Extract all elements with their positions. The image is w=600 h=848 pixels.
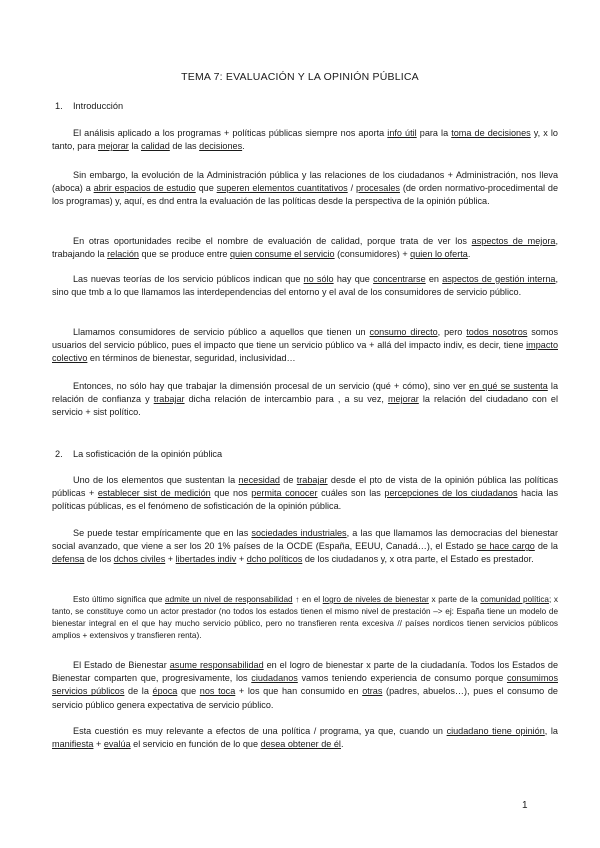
underlined-term: desea obtener de él [260, 739, 341, 750]
underlined-term: consumimos servicios públicos [52, 673, 558, 697]
underlined-term: superen elementos cuantitativos [216, 183, 348, 194]
underlined-term: no sólo [303, 274, 334, 284]
text-run: que [195, 183, 217, 194]
paragraph [52, 474, 558, 514]
text-run: de la [124, 686, 153, 697]
paragraph [52, 235, 558, 261]
section-number: 2. [55, 449, 63, 459]
underlined-term: aspectos de gestión interna [442, 274, 556, 284]
underlined-term: evalúa [103, 739, 131, 750]
text-run: Esta cuestión es muy relevante a efectos de una política / programa, ya que, cuando un [73, 726, 447, 736]
text-run: , sino que tmb a lo que llamamos las interdependencias del entorno y el aval de los consumidores de servicio público. [52, 274, 559, 298]
text-run: Las nuevas teorías de los servicio públicos indican que [73, 274, 304, 284]
section-number: 1. [55, 101, 63, 111]
text-run: + [93, 739, 104, 750]
underlined-term: quien consume el servicio [229, 249, 335, 260]
paragraph [52, 127, 558, 153]
underlined-term: logro de niveles de bienestar [322, 595, 429, 604]
text-run: , pero [437, 327, 467, 337]
text-run: cuáles son las [317, 488, 385, 499]
underlined-term: ciudadano tiene opinión [446, 726, 545, 736]
section-label: Introducción [73, 101, 124, 111]
text-run: la relación del ciudadano con el servicio + sist político. [52, 394, 558, 418]
paragraph [52, 169, 558, 209]
text-run: desde el pto de vista de la opinión pública las políticas públicas + [52, 475, 558, 499]
underlined-term: todos nosotros [466, 327, 528, 337]
text-run: vamos teniendo experiencia de consumo porque [297, 673, 507, 684]
underlined-term: mejorar [98, 141, 129, 152]
text-run: Esto último significa que [73, 595, 166, 604]
text-run: , a las que llamamos las democracias del bienestar social avanzado, que viene a ser los 20 1% países de la OCDE (España, EEUU, Canadá…), el Estado [52, 528, 558, 552]
underlined-term: info útil [387, 128, 417, 138]
underlined-term: se hace cargo [476, 541, 535, 552]
underlined-term: relación [107, 249, 139, 260]
text-run: . [340, 739, 344, 750]
underlined-term: en qué se sustenta [469, 381, 548, 391]
text-run: En otras oportunidades recibe el nombre de evaluación de calidad, porque trata de ver los [73, 236, 472, 246]
underlined-term: procesales [355, 183, 400, 194]
paragraph [52, 659, 558, 712]
text-run: hay que [333, 274, 374, 284]
underlined-term: nos toca [199, 686, 236, 697]
text-run: ↑ en el [292, 595, 323, 604]
text-run: . [467, 249, 471, 260]
paragraph [52, 527, 558, 567]
text-run: hacia las políticas públicas, es el fenómeno de sofisticación de la opinión pública. [52, 488, 559, 512]
underlined-term: quien lo oferta [410, 249, 468, 260]
text-run: Sin embargo, la evolución de la Administración pública y las relaciones de los ciudadanos + Administración, nos lleva (aboca) a [52, 170, 558, 194]
underlined-term: sociedades industriales [251, 528, 347, 538]
text-run: para la [416, 128, 452, 138]
text-run: somos usuarios del servicio público, pues el impacto que tiene un servicio público va + allá del impacto indiv, es decir, tiene [52, 327, 559, 351]
text-run: de los ciudadanos y, x otra parte, el Estado es prestador. [302, 554, 534, 565]
text-run: Uno de los elementos que sustentan la [73, 475, 239, 485]
text-run: en el logro de bienestar x parte de la ciudadanía. Todos los Estados de Bienestar comparten que, progresivamente, los [52, 660, 559, 684]
paragraph [52, 594, 558, 642]
underlined-term: abrir espacios de estudio [93, 183, 196, 194]
underlined-term: época [152, 686, 178, 697]
text-run: que se produce entre [138, 249, 230, 260]
underlined-term: necesidad [238, 475, 280, 485]
underlined-term: establecer sist de medición [97, 488, 211, 499]
section-heading-introduccion [55, 101, 123, 111]
text-run: . [242, 141, 245, 152]
underlined-term: manifiesta [52, 739, 94, 750]
underlined-term: defensa [52, 554, 85, 565]
text-run: Se puede testar empíricamente que en las [73, 528, 252, 538]
section-label: La sofisticación de la opinión pública [73, 449, 223, 459]
underlined-term: admite un nivel de responsabilidad [165, 595, 293, 604]
text-run: El análisis aplicado a los programas + políticas públicas siempre nos aporta [73, 128, 388, 138]
underlined-term: asume responsabilidad [169, 660, 264, 670]
text-run: + los que han consumido en [235, 686, 363, 697]
text-run: (de orden normativo-procedimental de los programas) y, aquí, es dnd entra la evaluación de las políticas desde la perspectiva de la opinión pública. [52, 183, 559, 207]
underlined-term: comunidad política [480, 595, 549, 604]
text-run: dicha relación de intercambio para , a su vez, [184, 394, 388, 405]
paragraph [52, 725, 558, 751]
page-number: 1 [522, 800, 528, 811]
underlined-term: decisiones [199, 141, 243, 152]
text-run: Llamamos consumidores de servicio público a aquellos que tienen un [73, 327, 370, 337]
underlined-term: impacto colectivo [52, 340, 558, 364]
underlined-term: libertades indiv [175, 554, 237, 565]
text-run: la [128, 141, 141, 152]
text-run: y, x lo tanto, para [52, 128, 558, 152]
text-run: la relación de confianza y [52, 381, 559, 405]
underlined-term: percepciones de los ciudadanos [384, 488, 518, 499]
paragraph [52, 380, 558, 420]
underlined-term: otras [362, 686, 383, 697]
text-run: Entonces, no sólo hay que trabajar la dimensión procesal de un servicio (qué + cómo), sino ver [73, 381, 470, 391]
text-run: de la [534, 541, 558, 552]
text-run: , la [544, 726, 558, 736]
underlined-term: dchos civiles [113, 554, 166, 565]
underlined-term: ciudadanos [251, 673, 298, 684]
paragraph [52, 326, 558, 366]
text-run: el servicio en función de lo que [130, 739, 261, 750]
underlined-term: dcho políticos [246, 554, 303, 565]
underlined-term: trabajar [153, 394, 185, 405]
text-run: El Estado de Bienestar [73, 660, 170, 670]
text-run: / [347, 183, 356, 194]
text-run: de los [84, 554, 114, 565]
underlined-term: calidad [140, 141, 170, 152]
underlined-term: permita conocer [251, 488, 318, 499]
text-run: en [425, 274, 443, 284]
text-run: de las [169, 141, 200, 152]
text-run: que nos [210, 488, 252, 499]
text-run: (padres, abuelos…), pues el consumo de servicio público genera expectativa de servicio público. [52, 686, 558, 710]
text-run: + [165, 554, 176, 565]
text-run: (consumidores) + [334, 249, 411, 260]
document-title: TEMA 7: EVALUACIÓN Y LA OPINIÓN PÚBLICA [181, 71, 419, 83]
text-run: de [279, 475, 297, 485]
underlined-term: consumo directo [369, 327, 438, 337]
underlined-term: aspectos de mejora [471, 236, 556, 246]
paragraph [52, 273, 558, 299]
underlined-term: toma de decisiones [451, 128, 531, 138]
text-run: , trabajando la [52, 236, 558, 260]
underlined-term: mejorar [387, 394, 419, 405]
text-run: + [236, 554, 247, 565]
text-run: x parte de la [428, 595, 481, 604]
text-run: en términos de bienestar, seguridad, inclusividad… [87, 353, 296, 364]
text-run: que [177, 686, 200, 697]
underlined-term: concentrarse [373, 274, 426, 284]
text-run: ; x tanto, se constituye como un actor prestador (no todos los estados tienen el mismo nivel de prestación –> ej: España tiene un modelo de bienestar integral en el que hay mucho servicio público, pero no transfieren renta excesiva // países nordicos tienen servicios públicos amplios + extensivos y transfieren renta). [52, 595, 558, 640]
section-heading-sofisticacion [55, 449, 222, 459]
underlined-term: trabajar [296, 475, 328, 485]
